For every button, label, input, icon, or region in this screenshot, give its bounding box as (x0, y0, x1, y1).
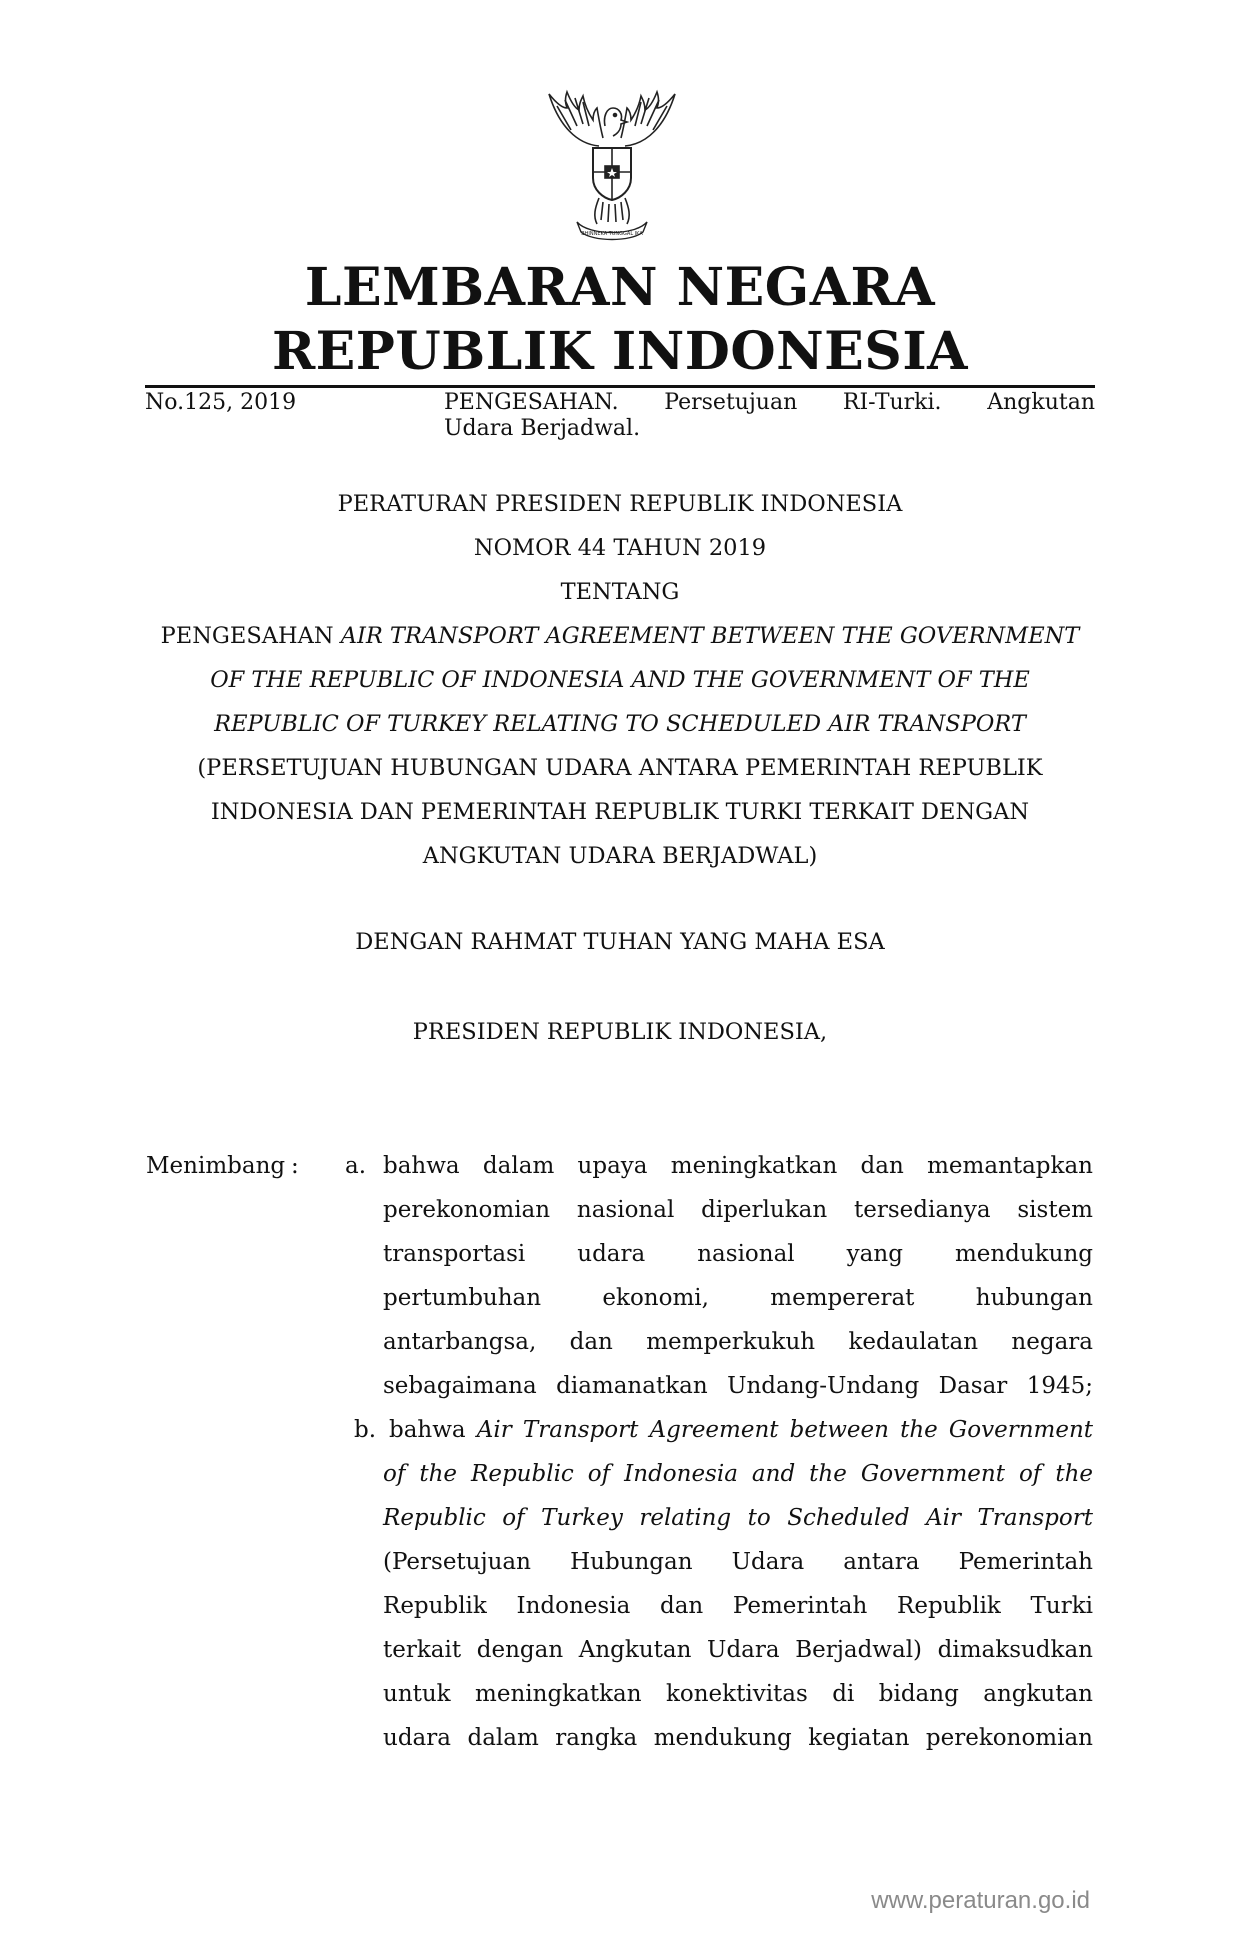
regulation-title-line (145, 658, 1095, 702)
regulation-about: TENTANG (560, 579, 680, 605)
menimbang-colon: : (291, 1153, 299, 1179)
clause-b-italic: Republic of Turkey relating to Scheduled Air Transport (383, 1505, 1093, 1531)
preamble-grace: DENGAN RAHMAT TUHAN YANG MAHA ESA (355, 929, 885, 955)
clause-line: udara dalam rangka mendukung kegiatan perekonomian (383, 1725, 1093, 1751)
gazette-subject-line: PENGESAHAN. Persetujuan RI-Turki. Angkutan (444, 390, 1095, 415)
gazette-subject (444, 390, 1095, 442)
regulation-title-line: ANGKUTAN UDARA BERJADWAL) (422, 843, 818, 869)
clause-line (383, 1452, 1093, 1496)
regulation-type: PERATURAN PRESIDEN REPUBLIK INDONESIA (337, 491, 903, 517)
menimbang-label-text: Menimbang (146, 1153, 286, 1179)
clause-line (383, 1408, 1093, 1452)
clause-line: Republik Indonesia dan Pemerintah Republik Turki (383, 1593, 1093, 1619)
clause-b (383, 1408, 1093, 1760)
regulation-heading (145, 482, 1095, 878)
svg-text:BHINNEKA TUNGGAL IKA: BHINNEKA TUNGGAL IKA (581, 231, 643, 237)
gazette-subject-line: Udara Berjadwal. (444, 416, 641, 441)
masthead-rule (145, 385, 1095, 388)
regulation-number: NOMOR 44 TAHUN 2019 (473, 535, 767, 561)
clause-a (383, 1144, 1093, 1408)
clause-line: transportasi udara nasional yang mendukung (383, 1241, 1093, 1267)
clause-a-marker: a. (345, 1153, 367, 1179)
clause-b-italic: Air Transport Agreement between the Government (476, 1417, 1094, 1443)
garuda-pancasila-emblem (537, 86, 687, 241)
clause-line: antarbangsa, dan memperkukuh kedaulatan negara (383, 1329, 1093, 1355)
masthead-subtitle: REPUBLIK INDONESIA (271, 321, 969, 382)
clause-line (383, 1496, 1093, 1540)
masthead-title: LEMBARAN NEGARA (304, 257, 936, 318)
preamble-president: PRESIDEN REPUBLIK INDONESIA, (412, 1019, 828, 1045)
menimbang-label (146, 1144, 299, 1188)
regulation-title-prefix: PENGESAHAN (160, 623, 341, 649)
clause-line: bahwa dalam upaya meningkatkan dan memantapkan (383, 1153, 1093, 1179)
clause-line: untuk meningkatkan konektivitas di bidang angkutan (383, 1681, 1093, 1707)
clause-line: terkait dengan Angkutan Udara Berjadwal) dimaksudkan (383, 1637, 1093, 1663)
clause-line: sebagaimana diamanatkan Undang-Undang Dasar 1945; (383, 1373, 1093, 1399)
regulation-title-italic: AIR TRANSPORT AGREEMENT BETWEEN THE GOVERNMENT (340, 623, 1080, 649)
regulation-title-italic: OF THE REPUBLIC OF INDONESIA AND THE GOVERNMENT OF THE (210, 667, 1030, 693)
clause-b-marker: b. (354, 1417, 377, 1443)
regulation-title-line: (PERSETUJUAN HUBUNGAN UDARA ANTARA PEMERINTAH REPUBLIK (197, 755, 1043, 781)
clause-b-italic: of the Republic of Indonesia and the Government of the (383, 1461, 1093, 1487)
clause-line: perekonomian nasional diperlukan tersedianya sistem (383, 1197, 1093, 1223)
regulation-title-line: INDONESIA DAN PEMERINTAH REPUBLIK TURKI TERKAIT DENGAN (210, 799, 1030, 825)
gazette-number: No.125, 2019 (145, 390, 297, 415)
regulation-title-italic: REPUBLIC OF TURKEY RELATING TO SCHEDULED AIR TRANSPORT (214, 711, 1026, 737)
clause-line: pertumbuhan ekonomi, mempererat hubungan (383, 1285, 1093, 1311)
clause-line: (Persetujuan Hubungan Udara antara Pemerintah (383, 1549, 1093, 1575)
footer-url[interactable]: www.peraturan.go.id (871, 1887, 1090, 1914)
clause-b-lead: bahwa (389, 1417, 477, 1443)
regulation-title-line (145, 614, 1095, 658)
regulation-title-line (145, 702, 1095, 746)
